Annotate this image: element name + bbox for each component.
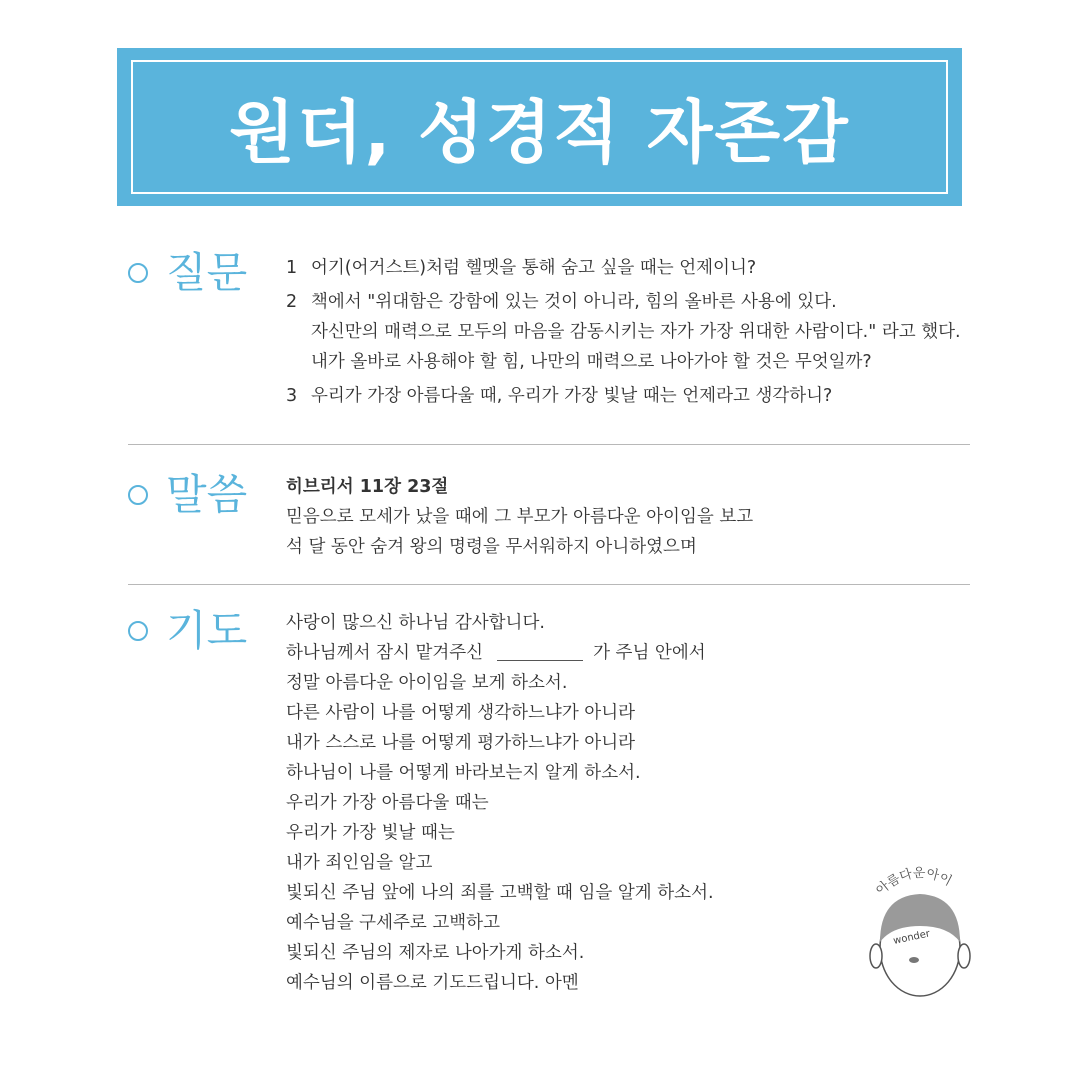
name-blank-field[interactable] [497, 646, 583, 661]
prayer-line: 하나님이 나를 어떻게 바라보는지 알게 하소서. [286, 763, 641, 783]
page-title: 원더, 성경적 자존감 [229, 93, 850, 173]
question-number: 1 [286, 258, 298, 278]
prayer-line: 빛되신 주님의 제자로 나아가게 하소서. [286, 943, 585, 963]
prayer-line: 우리가 가장 빛날 때는 [286, 823, 455, 843]
prayer-line: 다른 사람이 나를 어떻게 생각하느냐가 아니라 [286, 703, 636, 723]
left-ear [870, 944, 882, 968]
word-heading: 말씀 [166, 470, 248, 519]
question-item [286, 381, 976, 411]
question-item [286, 287, 976, 377]
question-heading-group [128, 250, 247, 296]
wonder-boy-illustration [862, 860, 978, 1000]
question-line: 책에서 "위대함은 강함에 있는 것이 아니라, 힘의 올바른 사용에 있다. [311, 292, 837, 312]
prayer-line-start: 하나님께서 잠시 맡겨주신 [286, 643, 484, 663]
question-line: 내가 올바로 사용해야 할 힘, 나만의 매력으로 나아가야 할 것은 무엇일까? [311, 352, 872, 372]
eye-icon [909, 957, 919, 963]
verse-line: 믿음으로 모세가 났을 때에 그 부모가 아름다운 아이임을 보고 [286, 507, 754, 527]
verse-reference: 히브리서 11장 23절 [286, 477, 449, 497]
title-banner [117, 48, 962, 206]
verse-line: 석 달 동안 숨겨 왕의 명령을 무서워하지 아니하였으며 [286, 537, 697, 557]
prayer-line-end: 가 주님 안에서 [593, 643, 706, 663]
prayer-heading-group [128, 608, 247, 654]
circle-bullet-icon [128, 263, 148, 283]
question-heading: 질문 [166, 248, 248, 297]
prayer-line: 사랑이 많으신 하나님 감사합니다. [286, 613, 545, 633]
circle-bullet-icon [128, 621, 148, 641]
question-item [286, 253, 976, 283]
title-frame [131, 60, 948, 194]
prayer-line: 정말 아름다운 아이임을 보게 하소서. [286, 673, 568, 693]
question-number: 3 [286, 386, 298, 406]
prayer-line: 우리가 가장 아름다울 때는 [286, 793, 489, 813]
prayer-heading: 기도 [166, 606, 248, 655]
section-divider [128, 444, 970, 445]
right-ear [958, 944, 970, 968]
prayer-line: 예수님의 이름으로 기도드립니다. 아멘 [286, 973, 579, 993]
question-line: 어기(어거스트)처럼 헬멧을 통해 숨고 싶을 때는 언제이니? [311, 258, 757, 278]
prayer-line-with-blank [286, 638, 976, 668]
prayer-line: 예수님을 구세주로 고백하고 [286, 913, 500, 933]
illustration-caption: 아름다운아이 [873, 865, 955, 899]
question-number: 2 [286, 292, 298, 312]
word-heading-group [128, 472, 247, 518]
question-list [286, 253, 976, 415]
helmet-text: wonder [892, 928, 932, 947]
prayer-line: 빛되신 주님 앞에 나의 죄를 고백할 때 임을 알게 하소서. [286, 883, 714, 903]
circle-bullet-icon [128, 485, 148, 505]
prayer-line: 내가 죄인임을 알고 [286, 853, 433, 873]
question-line: 자신만의 매력으로 모두의 마음을 감동시키는 자가 가장 위대한 사람이다." 라고 했다. [311, 322, 961, 342]
prayer-line: 내가 스스로 나를 어떻게 평가하느냐가 아니라 [286, 733, 636, 753]
question-line: 우리가 가장 아름다울 때, 우리가 가장 빛날 때는 언제라고 생각하니? [311, 386, 833, 406]
section-divider [128, 584, 970, 585]
word-body [286, 472, 976, 562]
